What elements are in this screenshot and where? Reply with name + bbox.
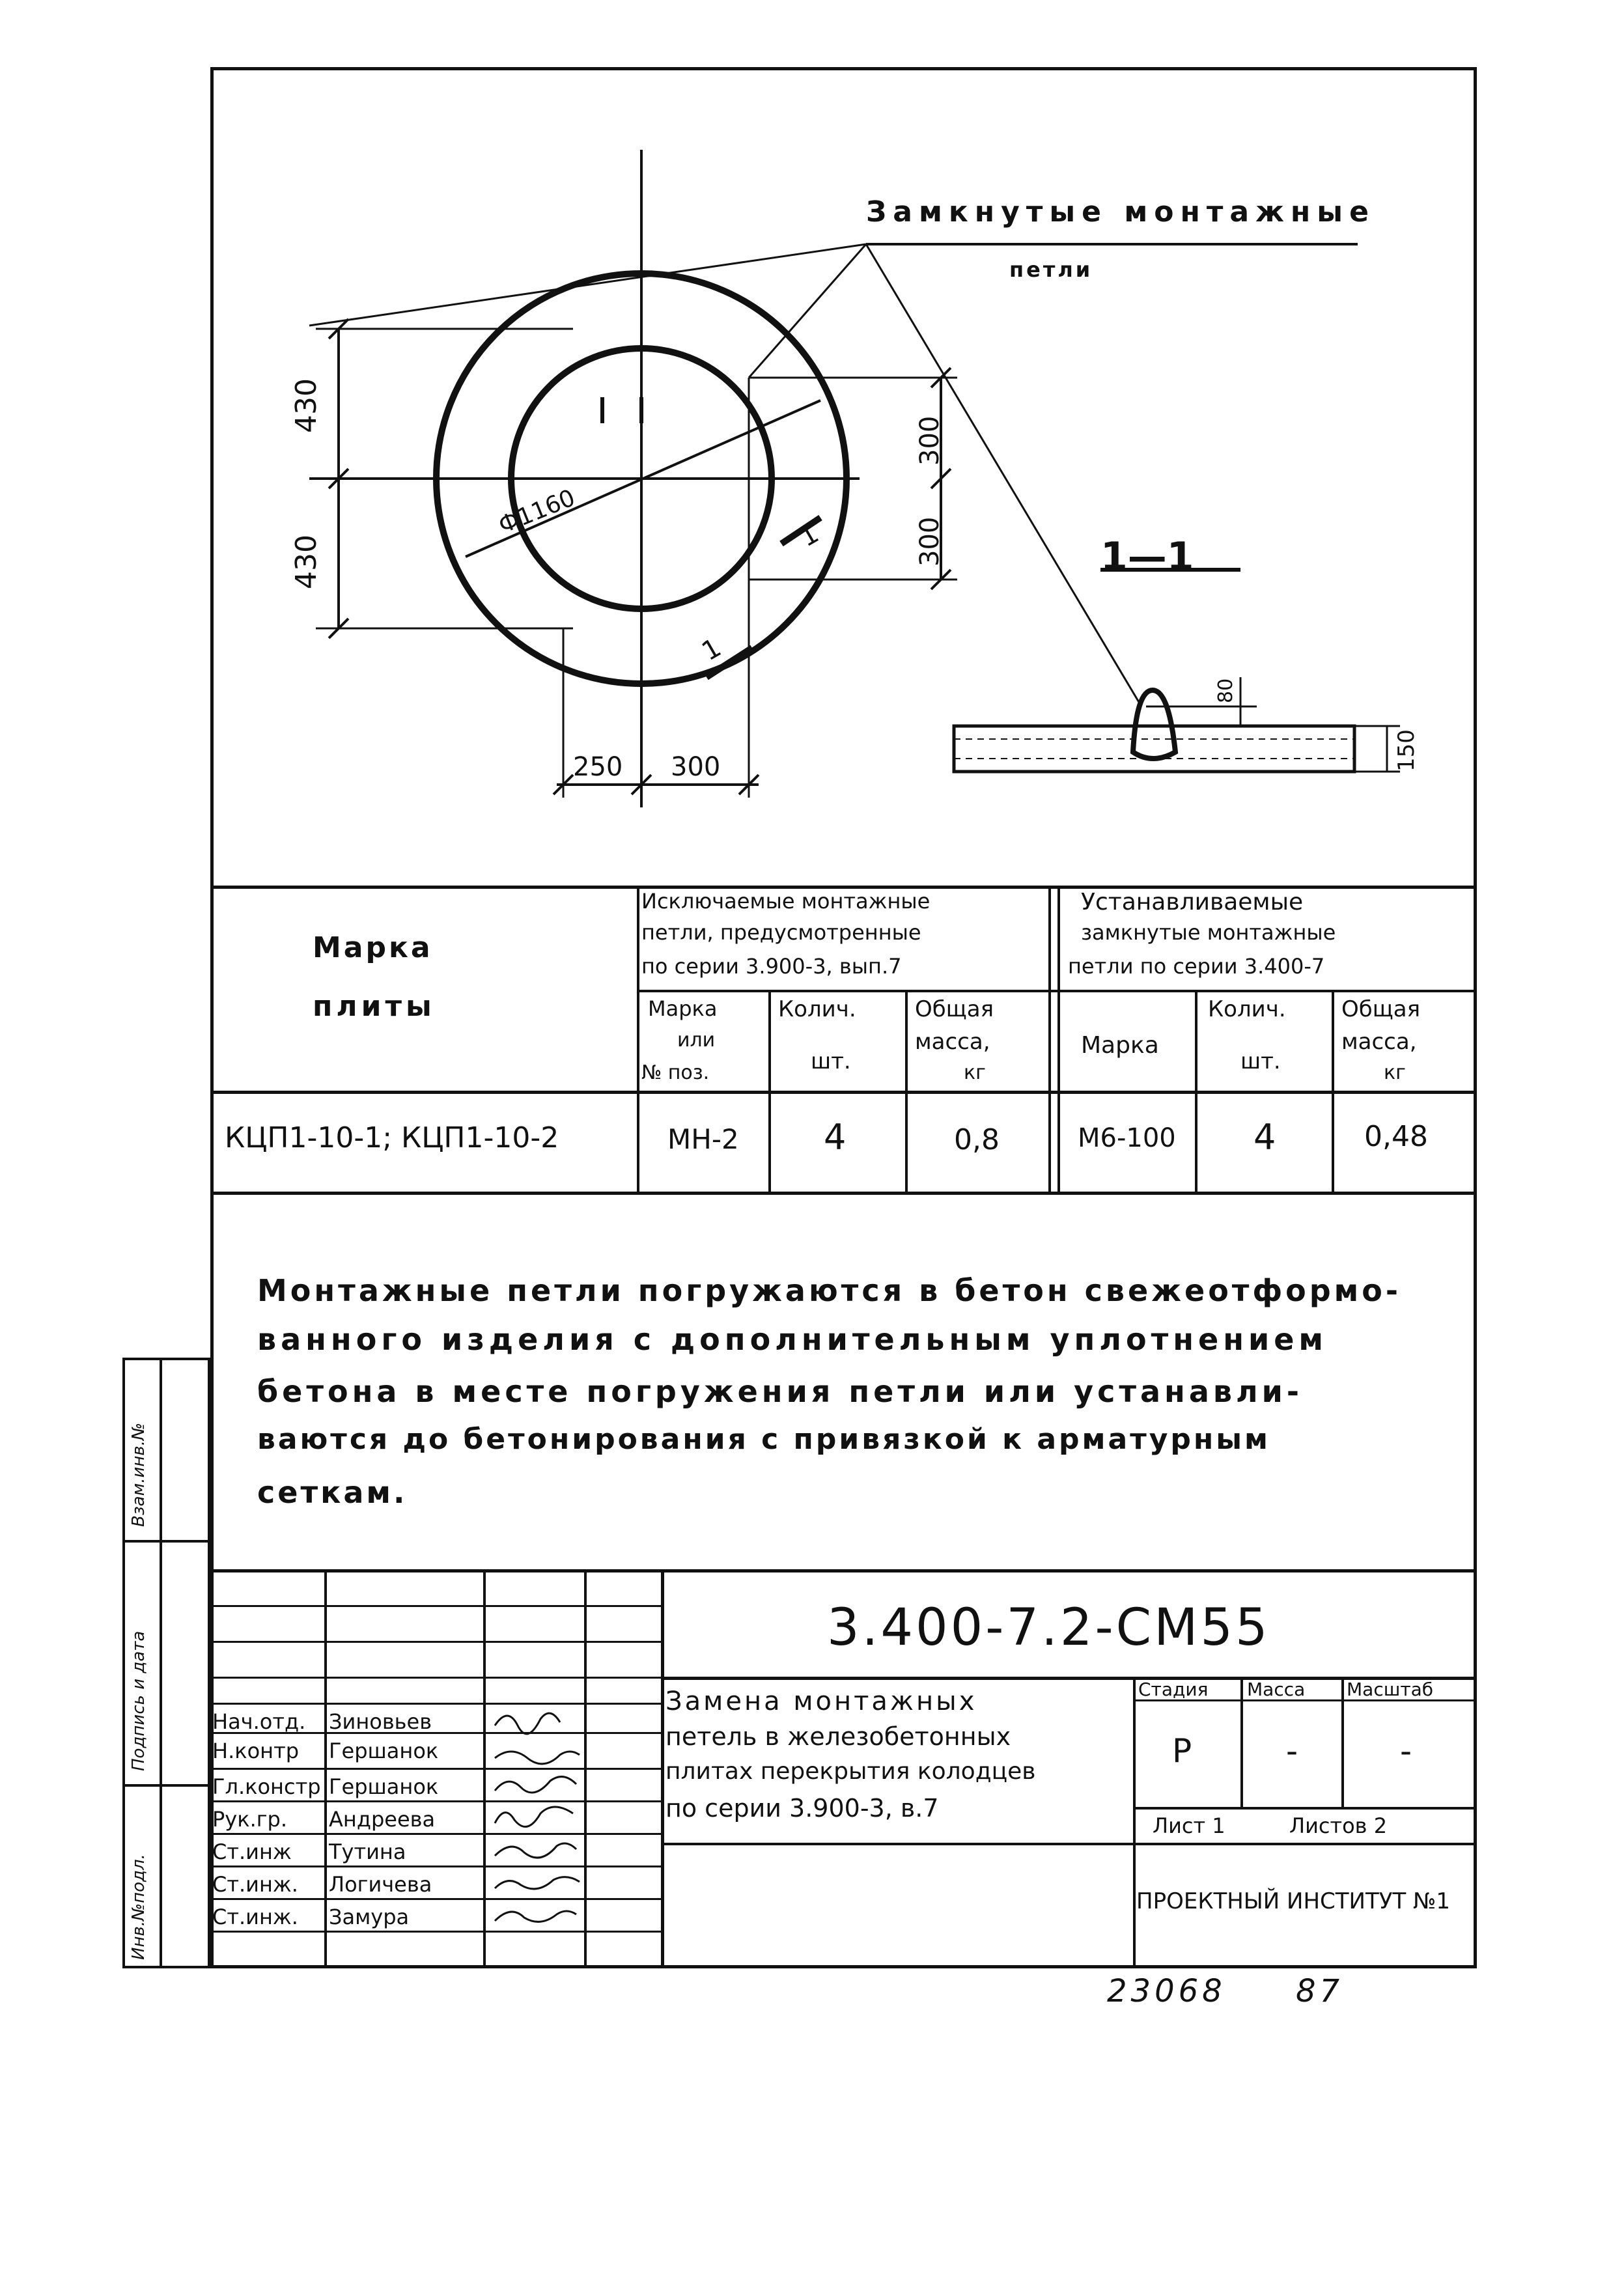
stamp-role-3: Гл.констр (212, 1774, 321, 1799)
stamp-mass-value: - (1286, 1732, 1298, 1770)
footer-page: 87 (1296, 1973, 1344, 2009)
dim-250: 250 (573, 752, 623, 782)
table-cell-ex-qty: 4 (824, 1117, 847, 1158)
stamp-title-1: Замена монтажных (665, 1686, 977, 1716)
note-line-5: сеткам. (257, 1475, 408, 1510)
table-sub-mass-3: кг (964, 1061, 986, 1084)
table-sub-mark-installed: Марка (1081, 1032, 1159, 1059)
table-sub-mark-1: Марка (648, 996, 718, 1021)
signature-mark (495, 1752, 580, 1764)
table-sub-qty-1: Колич. (778, 996, 856, 1022)
stamp-document-code: 3.400-7.2-СМ55 (827, 1599, 1270, 1657)
signature-mark (495, 1843, 576, 1858)
table-cell-in-mass: 0,48 (1364, 1120, 1428, 1153)
dim-300-bottom: 300 (915, 516, 945, 566)
table-sub-qty-installed-2: шт. (1240, 1048, 1281, 1074)
stamp-name-7: Замура (329, 1905, 410, 1929)
stamp-role-7: Ст.инж. (212, 1905, 298, 1929)
stamp-role-1: Нач.отд. (212, 1709, 306, 1734)
table-sub-mark-3: № поз. (641, 1061, 710, 1084)
stamp-title-3: плитах перекрытия колодцев (665, 1758, 1036, 1785)
table-cell-ex-mark: МН-2 (667, 1123, 739, 1155)
stamp-title-4: по серии 3.900-3, в.7 (665, 1794, 939, 1823)
dim-150: 150 (1393, 729, 1420, 772)
stamp-role-5: Ст.инж (212, 1839, 292, 1864)
stamp-organization: ПРОЕКТНЫЙ ИНСТИТУТ №1 (1136, 1888, 1451, 1914)
table-group-installed-2: замкнутые монтажные (1081, 920, 1336, 945)
signature-mark (495, 1911, 576, 1922)
section-label: 1—1 (1100, 534, 1194, 580)
side-label-replace-inv: Взам.инв.№ (129, 1423, 148, 1527)
table-cell-ex-mass: 0,8 (954, 1123, 1000, 1156)
callout-text-2: петли (1009, 257, 1093, 282)
signature-mark (495, 1777, 576, 1793)
table-header-mark-2: плиты (313, 990, 436, 1023)
side-label-sign-date: Подпись и дата (129, 1630, 148, 1771)
stamp-mass-label: Масса (1247, 1679, 1306, 1700)
table-sub-mass-1: Общая (915, 996, 994, 1022)
note-line-3: бетона в месте погружения петли или устанавли- (257, 1374, 1304, 1409)
table-group-excluded-2: петли, предусмотренные (641, 920, 921, 945)
stamp-name-3: Гершанок (329, 1774, 439, 1799)
dim-430-bottom: 430 (290, 535, 323, 589)
stamp-role-2: Н.контр (212, 1739, 300, 1763)
signature-mark (495, 1713, 560, 1734)
table-header-mark-1: Марка (313, 931, 433, 964)
dim-300-horizontal: 300 (671, 752, 721, 782)
stamp-scale-label: Масштаб (1347, 1679, 1434, 1700)
signature-mark (495, 1807, 573, 1826)
stamp-sheet: Лист 1 (1153, 1813, 1225, 1838)
stamp-stage-label: Стадия (1138, 1679, 1209, 1700)
dim-80: 80 (1214, 678, 1237, 703)
cut-mark-1a: 1 (794, 518, 824, 553)
table-group-excluded-1: Исключаемые монтажные (641, 889, 931, 914)
table-cell-in-qty: 4 (1253, 1117, 1276, 1158)
table-sub-qty-2: шт. (811, 1048, 851, 1074)
stamp-sheets: Листов 2 (1289, 1813, 1388, 1838)
table-group-installed-3: петли по серии 3.400-7 (1068, 954, 1325, 979)
stamp-role-6: Ст.инж. (212, 1872, 298, 1897)
dim-diameter: Ф1160 (495, 484, 580, 540)
stamp-name-2: Гершанок (329, 1739, 439, 1763)
stamp-name-5: Тутина (329, 1839, 406, 1864)
note-line-1: Монтажные петли погружаются в бетон свежеотформо- (257, 1273, 1401, 1308)
footer-number: 23068 (1107, 1973, 1226, 2009)
stamp-role-4: Рук.гр. (212, 1807, 288, 1832)
stamp-name-1: Зиновьев (329, 1709, 432, 1734)
table-sub-mass-installed-1: Общая (1341, 996, 1421, 1022)
table-sub-qty-installed-1: Колич. (1208, 996, 1286, 1022)
note-line-2: ванного изделия с дополнительным уплотнением (257, 1322, 1328, 1357)
stamp-scale-value: - (1400, 1732, 1412, 1770)
stamp-title-2: петель в железобетонных (665, 1722, 1011, 1751)
side-label-inv-orig: Инв.№подл. (129, 1854, 148, 1960)
stamp-name-6: Логичева (329, 1872, 432, 1897)
dim-300-top: 300 (915, 415, 945, 466)
table-group-excluded-3: по серии 3.900-3, вып.7 (641, 954, 902, 979)
table-cell-plate: КЦП1-10-1; КЦП1-10-2 (225, 1121, 559, 1154)
table-cell-in-mark: М6-100 (1078, 1123, 1176, 1153)
stamp-stage-value: Р (1172, 1732, 1192, 1770)
signature-mark (495, 1877, 580, 1889)
callout-text: Замкнутые монтажные (866, 195, 1375, 229)
dim-430-top: 430 (290, 378, 323, 433)
table-sub-mass-2: масса, (915, 1029, 990, 1055)
table-sub-mark-2: или (677, 1029, 716, 1052)
table-group-installed-1: Устанавливаемые (1081, 889, 1304, 915)
stamp-name-4: Андреева (329, 1807, 436, 1832)
table-sub-mass-installed-3: кг (1384, 1061, 1406, 1084)
note-line-4: ваются до бетонирования с привязкой к арматурным (257, 1423, 1271, 1456)
table-sub-mass-installed-2: масса, (1341, 1029, 1417, 1055)
cut-mark-1b: 1 (697, 632, 727, 667)
